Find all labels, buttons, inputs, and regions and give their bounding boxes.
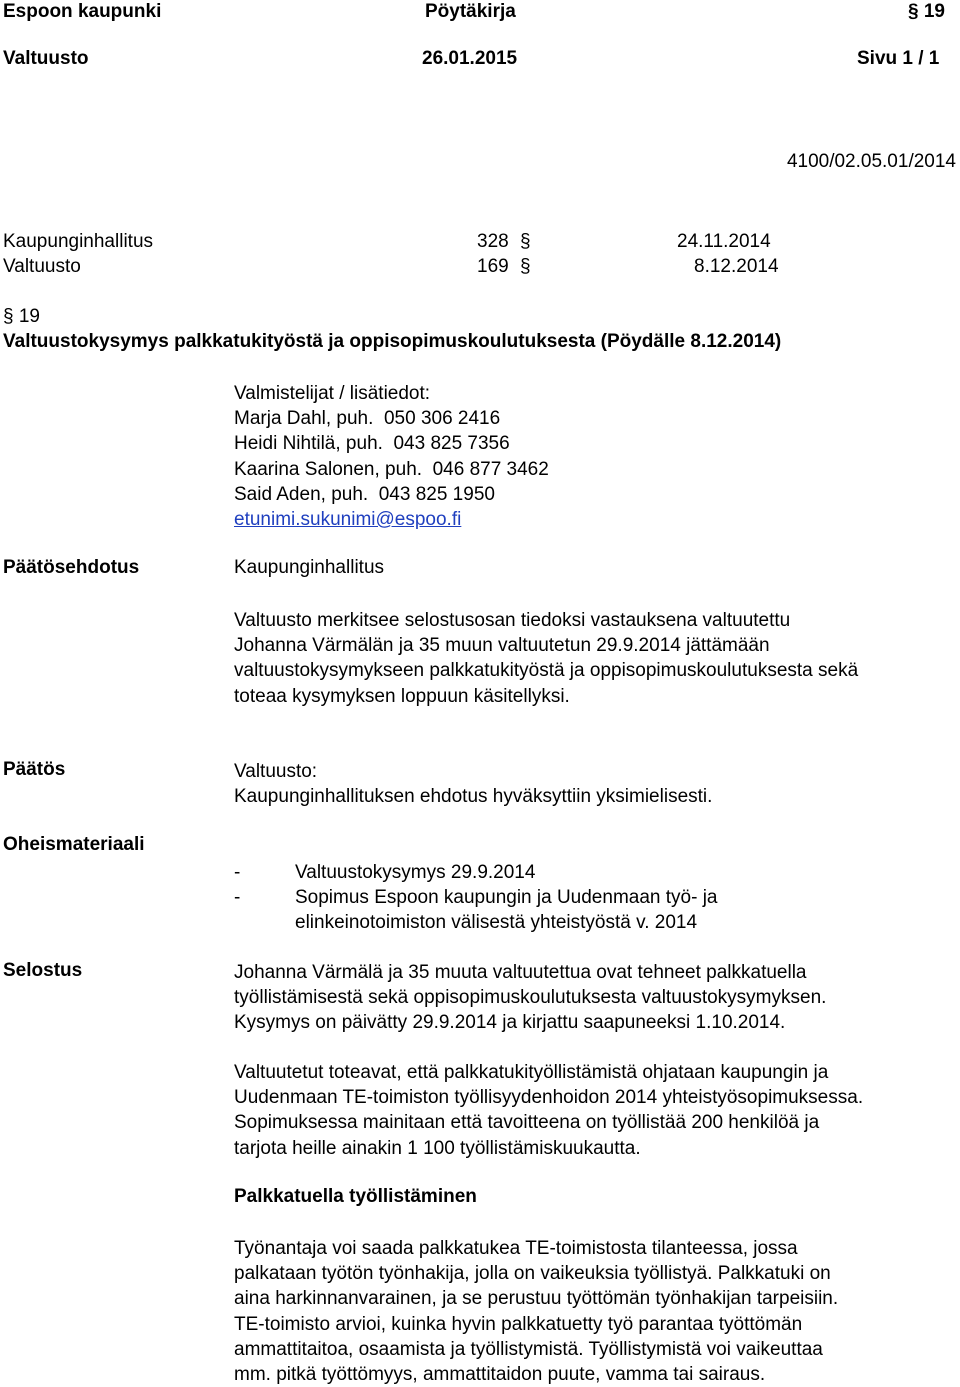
section-number: 19 — [923, 1, 945, 22]
selostus-paragraph-2 — [234, 1060, 863, 1161]
section-sign-icon: § — [520, 231, 531, 252]
preparer-contact: Kaarina Salonen, puh. 046 877 3462 — [234, 458, 549, 480]
paragraph-line: työllistämisestä sekä oppisopimuskoulutuksesta valtuustokysymyksen. — [234, 987, 827, 1009]
proposal-line: toteaa kysymyksen loppuun käsitellyksi. — [234, 685, 570, 707]
item-number-value: 19 — [18, 306, 40, 327]
selostus-label: Selostus — [3, 960, 83, 981]
meeting-date: 26.01.2015 — [422, 48, 518, 69]
proposal-line: Valtuusto merkitsee selostusosan tiedoksi vastauksena valtuutettu — [234, 610, 791, 631]
proposal-line: valtuustokysymykseen palkkatukityöstä ja oppisopimuskoulutuksesta sekä — [234, 660, 859, 682]
paragraph-line: Valtuutetut toteavat, että palkkatukityöllistämistä ohjataan kaupungin ja — [234, 1062, 829, 1083]
paragraph-line: Johanna Värmälä ja 35 muuta valtuutettua ovat tehneet palkkatuella — [234, 962, 807, 983]
history-number: 328 — [477, 231, 509, 252]
paragraph-line: tarjota heille ainakin 1 100 työllistämiskuukautta. — [234, 1137, 641, 1159]
history-number: 169 — [477, 256, 509, 277]
paragraph-line: palkataan työtön työnhakija, jolla on vaikeuksia työllistyä. Palkkatuki on — [234, 1263, 831, 1285]
body-name: Valtuusto — [3, 48, 89, 69]
preparers-block — [234, 381, 549, 532]
section-sign-icon: § — [908, 1, 919, 22]
attachments-label: Oheismateriaali — [3, 834, 145, 855]
selostus-paragraph-3 — [234, 1236, 838, 1387]
paragraph-line: TE-toimisto arvioi, kuinka hyvin palkkatuetty työ parantaa työttömän — [234, 1313, 803, 1335]
preparers-heading: Valmistelijat / lisätiedot: — [234, 383, 431, 404]
proposal-by: Kaupunginhallitus — [234, 557, 385, 578]
proposal-text — [234, 608, 858, 709]
history-date: 24.11.2014 — [677, 231, 771, 252]
record-number: 4100/02.05.01/2014 — [786, 151, 956, 172]
attachment-item — [295, 885, 718, 935]
decision-text — [234, 759, 712, 809]
preparer-contact: Heidi Nihtilä, puh. 043 825 7356 — [234, 433, 510, 455]
attachment-item: Valtuustokysymys 29.9.2014 — [295, 862, 536, 883]
history-body: Valtuusto — [3, 256, 81, 277]
paragraph-line: Sopimuksessa mainitaan että tavoitteena on työllistää 200 henkilöä ja — [234, 1112, 820, 1134]
decision-label: Päätös — [3, 759, 66, 780]
section-sign-icon: § — [3, 306, 14, 327]
section-sign-icon: § — [520, 256, 531, 277]
item-title: Valtuustokysymys palkkatukityöstä ja oppisopimuskoulutuksesta (Pöydälle 8.12.2014) — [3, 331, 782, 352]
paragraph-line: ammattitaitoa, osaamista ja työllistymistä. Työllistymistä voi vaikeuttaa — [234, 1338, 823, 1360]
decision-line: Valtuusto: — [234, 761, 318, 782]
doc-type: Pöytäkirja — [425, 1, 516, 22]
paragraph-line: Työnantaja voi saada palkkatukea TE-toimistosta tilanteessa, jossa — [234, 1238, 798, 1259]
paragraph-line: aina harkinnanvarainen, ja se perustuu työttömän työnhakijan tarpeisiin. — [234, 1288, 839, 1310]
history-body: Kaupunginhallitus — [3, 231, 154, 252]
email-link[interactable]: etunimi.sukunimi@espoo.fi — [234, 509, 462, 531]
attachment-line: elinkeinotoimiston välisestä yhteistyöstä v. 2014 — [295, 912, 698, 934]
preparer-contact: Marja Dahl, puh. 050 306 2416 — [234, 408, 501, 430]
attachment-dash: - — [234, 887, 241, 908]
attachment-line: Sopimus Espoon kaupungin ja Uudenmaan työ- ja — [295, 887, 718, 908]
paragraph-line: mm. pitkä työttömyys, ammattitaidon puute, vamma tai sairaus. — [234, 1364, 766, 1386]
history-date: 8.12.2014 — [694, 256, 779, 277]
page-indicator: Sivu 1 / 1 — [857, 48, 940, 69]
item-number — [3, 306, 40, 328]
paragraph-line: Kysymys on päivätty 29.9.2014 ja kirjattu saapuneeksi 1.10.2014. — [234, 1012, 786, 1034]
proposal-label: Päätösehdotus — [3, 557, 140, 578]
org-name: Espoon kaupunki — [3, 1, 162, 22]
paragraph-line: Uudenmaan TE-toimiston työllisyydenhoidon 2014 yhteistyösopimuksessa. — [234, 1087, 864, 1109]
proposal-line: Johanna Värmälän ja 35 muun valtuutetun 29.9.2014 jättämään — [234, 635, 770, 657]
subheading: Palkkatuella työllistäminen — [234, 1186, 477, 1207]
attachment-dash: - — [234, 862, 241, 883]
selostus-paragraph-1 — [234, 960, 826, 1036]
preparer-contact: Said Aden, puh. 043 825 1950 — [234, 483, 495, 505]
section-number-header — [908, 1, 945, 23]
decision-line: Kaupunginhallituksen ehdotus hyväksyttiin yksimielisesti. — [234, 786, 713, 808]
